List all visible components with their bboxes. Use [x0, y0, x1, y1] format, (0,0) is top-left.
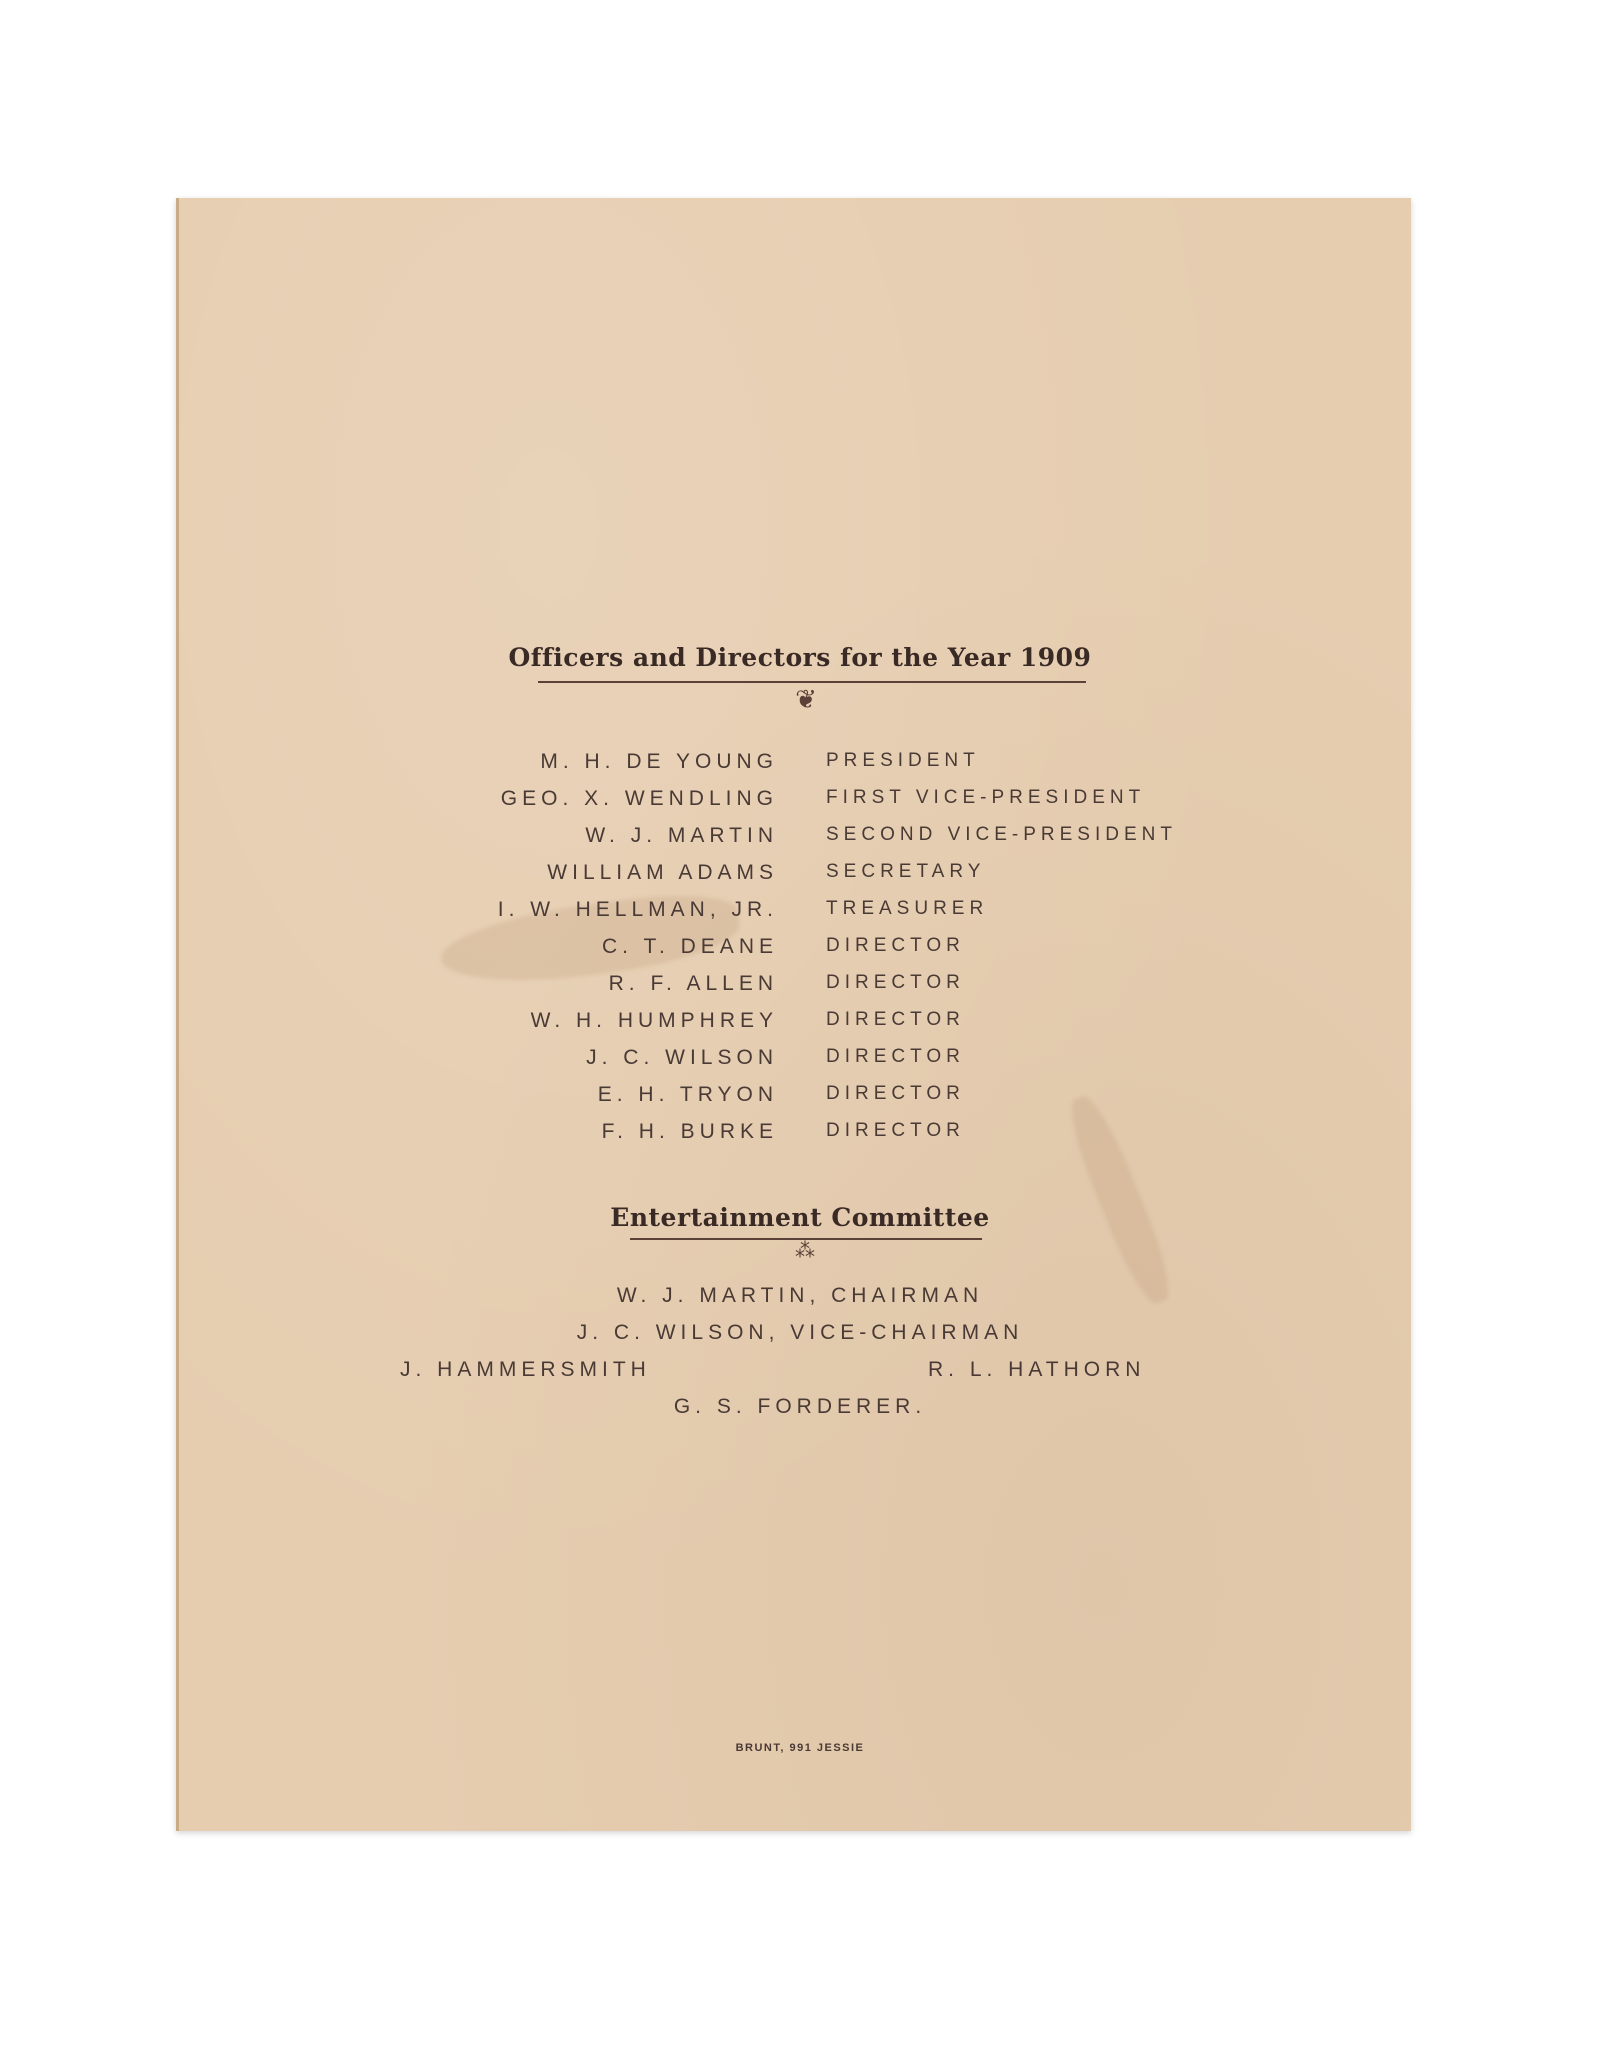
officer-role: DIRECTOR [826, 935, 965, 956]
officer-row [0, 1046, 1600, 1084]
printer-imprint: BRUNT, 991 JESSIE [735, 1742, 865, 1754]
committee-chairman: W. J. MARTIN, CHAIRMAN [616, 1284, 984, 1307]
officer-role: DIRECTOR [826, 1120, 965, 1141]
officer-name: E. H. TRYON [597, 1083, 778, 1106]
officer-name: C. T. DEANE [602, 935, 778, 958]
officer-role: DIRECTOR [826, 972, 965, 993]
flourish-ornament-icon: ❦ [795, 684, 817, 714]
officer-name: M. H. DE YOUNG [540, 750, 778, 773]
officers-heading: Officers and Directors for the Year 1909 [508, 643, 1092, 672]
star-ornament-icon: ⁂ [795, 1240, 815, 1262]
officer-row [0, 861, 1600, 899]
officer-role: DIRECTOR [826, 1083, 965, 1104]
officer-row [0, 935, 1600, 973]
officer-row [0, 750, 1600, 788]
officer-row [0, 1120, 1600, 1158]
committee-member: J. HAMMERSMITH [400, 1358, 651, 1381]
officer-role: SECOND VICE-PRESIDENT [826, 824, 1177, 845]
officer-role: PRESIDENT [826, 750, 980, 771]
officer-row [0, 787, 1600, 825]
officer-row [0, 898, 1600, 936]
officer-row [0, 1083, 1600, 1121]
committee-member: G. S. FORDERER. [673, 1395, 927, 1418]
committee-vice-chairman: J. C. WILSON, VICE-CHAIRMAN [576, 1321, 1024, 1344]
officer-role: DIRECTOR [826, 1009, 965, 1030]
officer-name: W. J. MARTIN [585, 824, 778, 847]
officer-name: F. H. BURKE [601, 1120, 778, 1143]
officer-name: GEO. X. WENDLING [500, 787, 778, 810]
officer-row [0, 972, 1600, 1010]
officer-row [0, 824, 1600, 862]
officer-name: I. W. HELLMAN, JR. [497, 898, 778, 921]
committee-heading: Entertainment Committee [610, 1203, 990, 1232]
officer-name: WILLIAM ADAMS [547, 861, 778, 884]
committee-member: R. L. HATHORN [928, 1358, 1146, 1381]
heading-rule [538, 681, 1086, 683]
officer-role: TREASURER [826, 898, 989, 919]
officer-name: R. F. ALLEN [608, 972, 778, 995]
officer-name: W. H. HUMPHREY [530, 1009, 778, 1032]
officer-role: FIRST VICE-PRESIDENT [826, 787, 1146, 808]
officer-row [0, 1009, 1600, 1047]
officer-role: SECRETARY [826, 861, 986, 882]
officer-name: J. C. WILSON [586, 1046, 778, 1069]
officer-role: DIRECTOR [826, 1046, 965, 1067]
